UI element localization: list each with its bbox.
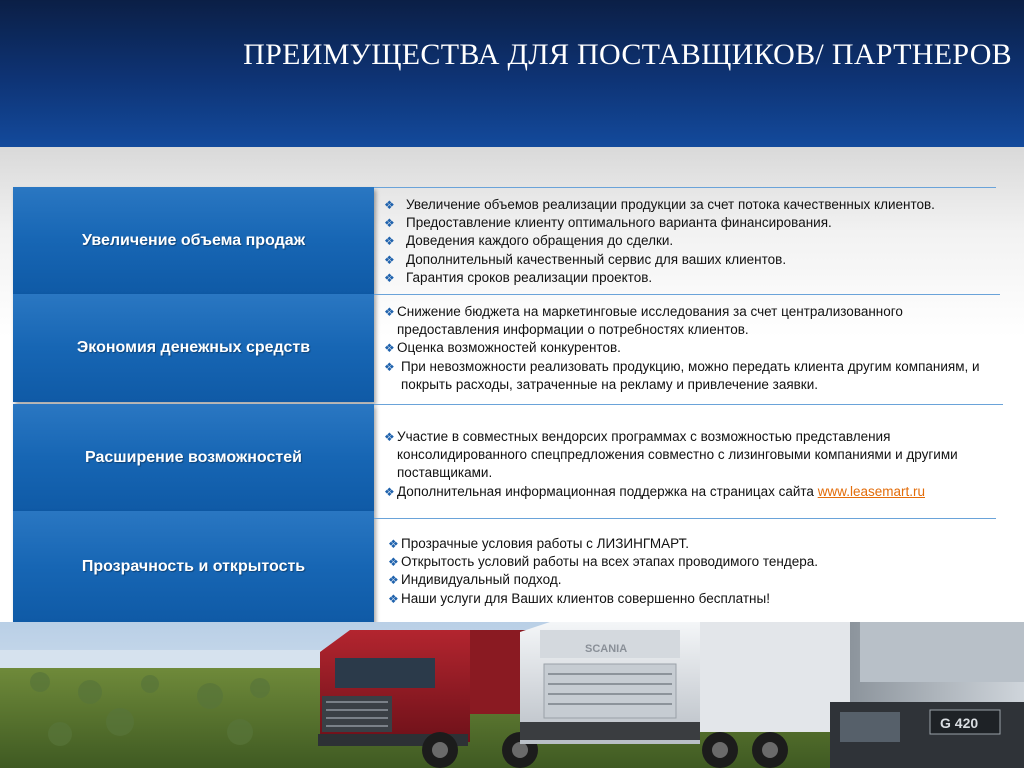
list-item: ❖ Предоставление клиенту оптимального варианта финансирования.	[384, 214, 935, 232]
bullet-list	[384, 196, 935, 287]
list-item: ❖ Открытость условий работы на всех этапах проводимого тендера.	[388, 553, 818, 571]
diamond-bullet-icon: ❖	[388, 555, 399, 570]
list-item: ❖ Участие в совместных вендорсих программах с возможностью представления консолидированного спецпредложения совместно с лизинговыми компаниями и другими поставщиками.	[384, 429, 958, 481]
diamond-bullet-icon: ❖	[384, 234, 395, 249]
diamond-bullet-icon: ❖	[384, 198, 395, 212]
list-item: ❖ Гарантия сроков реализации проектов.	[384, 269, 935, 287]
list-item: ❖ Дополнительный качественный сервис для ваших клиентов.	[384, 251, 935, 269]
list-item: ❖ Наши услуги для Ваших клиентов совершенно бесплатны!	[388, 590, 818, 608]
diamond-bullet-icon: ❖	[384, 270, 395, 285]
diamond-bullet-icon: ❖	[384, 216, 395, 231]
advantage-row-transparency	[0, 511, 1024, 622]
row-divider	[374, 404, 1003, 405]
bullet-list	[388, 535, 818, 608]
category-cell	[13, 187, 374, 294]
list-item: ❖ Снижение бюджета на маркетинговые исследования за счет централизованного предоставления информации о потребностях клиентов.	[384, 304, 903, 338]
advantage-row-sales	[0, 187, 1024, 294]
grille-brand-text: SCANIA	[585, 643, 628, 655]
trucks-illustration	[0, 622, 1024, 768]
diamond-bullet-icon: ❖	[384, 305, 395, 319]
diamond-bullet-icon: ❖	[384, 341, 395, 356]
category-cell	[13, 294, 374, 402]
advantage-row-savings	[0, 294, 1024, 402]
list-item: ❖ Прозрачные условия работы с ЛИЗИНГМАРТ.	[388, 535, 818, 553]
row-divider	[374, 294, 1000, 295]
trucks-photo	[0, 622, 1024, 768]
diamond-bullet-icon: ❖	[384, 252, 395, 267]
bullet-list	[384, 303, 984, 394]
category-label: Экономия денежных средств	[76, 339, 311, 356]
list-item: ❖ Доведения каждого обращения до сделки.	[384, 232, 935, 250]
header-banner	[0, 0, 1024, 147]
advantage-row-opportunities	[0, 404, 1024, 511]
diamond-bullet-icon: ❖	[384, 359, 395, 374]
bullet-list	[384, 428, 984, 501]
list-item: ❖ Дополнительная информационная поддержка на страницах сайта www.leasemart.ru	[384, 483, 984, 501]
row-divider	[374, 187, 996, 188]
grille-model-text: G 420	[940, 715, 979, 731]
list-item: ❖ При невозможности реализовать продукцию, можно передать клиента другим компаниям, и покрыть расходы, затраченные на рекламу и привлечение заявки.	[384, 358, 980, 392]
list-item: ❖ Оценка возможностей конкурентов.	[384, 339, 984, 357]
advantages-table	[0, 147, 1024, 622]
page-title: ПРЕИМУЩЕСТВА ДЛЯ ПОСТАВЩИКОВ/ ПАРТНЕРОВ	[243, 38, 1012, 71]
diamond-bullet-icon: ❖	[388, 537, 399, 551]
list-item: ❖ Увеличение объемов реализации продукции за счет потока качественных клиентов.	[384, 196, 935, 214]
category-label: Расширение возможностей	[85, 448, 302, 466]
row-divider	[374, 518, 996, 519]
category-label: Прозрачность и открытость	[81, 557, 306, 575]
site-link[interactable]: www.leasemart.ru	[817, 483, 925, 499]
category-cell	[13, 511, 374, 622]
diamond-bullet-icon: ❖	[384, 430, 395, 444]
list-item: ❖ Индивидуальный подход.	[388, 571, 818, 589]
category-label: Увеличение объема продаж	[81, 231, 306, 249]
diamond-bullet-icon: ❖	[388, 591, 399, 606]
diamond-bullet-icon: ❖	[384, 484, 395, 499]
diamond-bullet-icon: ❖	[388, 573, 399, 588]
category-cell	[13, 404, 374, 511]
